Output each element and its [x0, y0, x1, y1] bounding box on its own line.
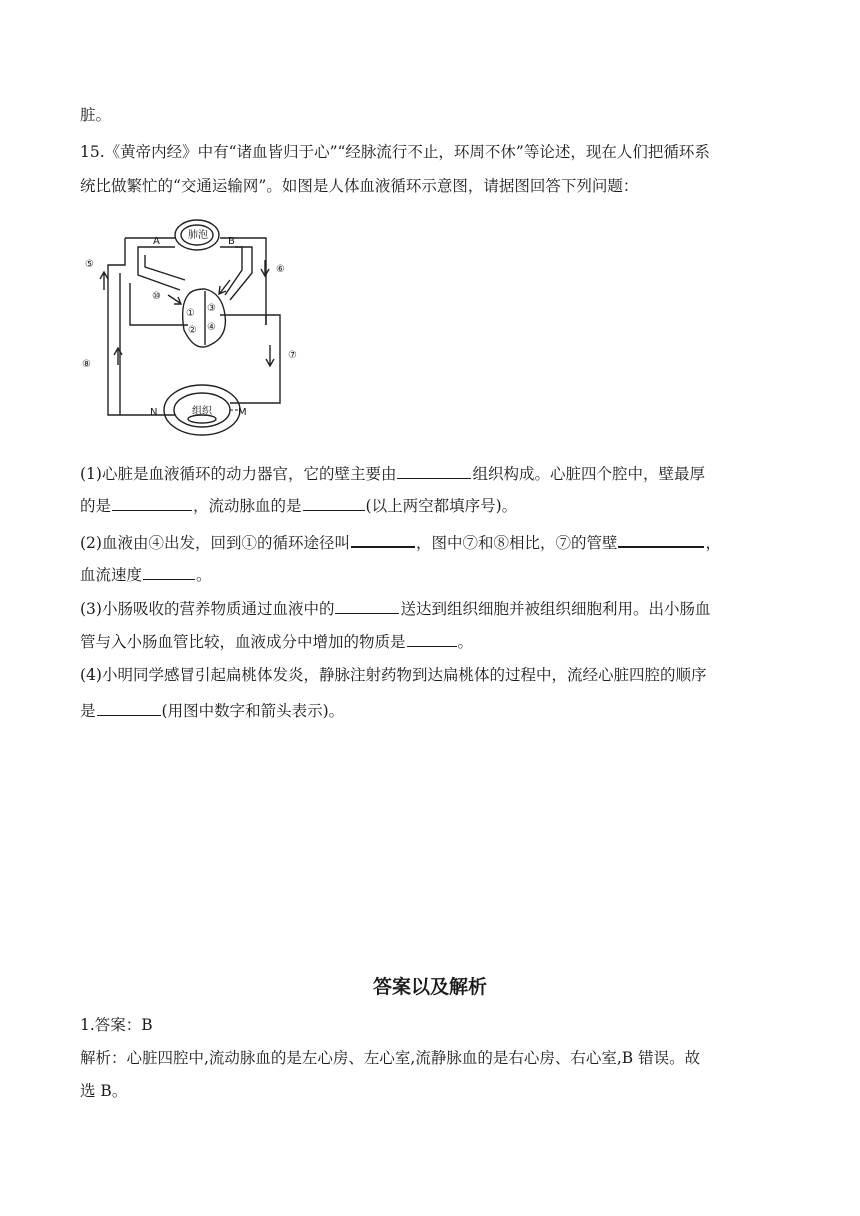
- label-tissue: 组织: [192, 406, 212, 417]
- q4-line2: 是 (用图中数字和箭头表示)。: [80, 702, 345, 720]
- answers-heading: 答案以及解析: [372, 976, 487, 998]
- q4-line1: (4)小明同学感冒引起扁桃体发炎，静脉注射药物到达扁桃体的过程中，流经心脏四腔的顺序: [80, 666, 707, 684]
- q3-line1: (3)小肠吸收的营养物质通过血液中的 送达到组织细胞并被组织细胞利用。出小肠血: [80, 600, 711, 618]
- q1-line1: (1)心脏是血液循环的动力器官，它的壁主要由 组织构成。心脏四个腔中，壁最厚: [80, 465, 705, 483]
- answer-1-explanation-line1: 解析：心脏四腔中,流动脉血的是左心房、左心室,流静脉血的是右心房、右心室,B 错误。故: [80, 1049, 701, 1067]
- answer-1-label: 1.答案：B: [80, 1016, 153, 1034]
- q2-line1: (2)血液由④出发，回到①的循环途径叫 ，图中⑦和⑧相比，⑦的管壁 ，: [80, 531, 721, 554]
- blood-circulation-diagram: [80, 205, 310, 437]
- num-6: ⑥: [276, 264, 285, 275]
- num-5: ⑤: [85, 259, 94, 270]
- label-M: M: [238, 407, 247, 418]
- num-10: ⑩: [152, 291, 161, 302]
- question-15-stem-line2: 统比做繁忙的“交通运输网”。如图是人体血液循环示意图，请据图回答下列问题：: [80, 177, 639, 195]
- num-7: ⑦: [288, 350, 297, 361]
- q4-blank-order[interactable]: [97, 700, 161, 716]
- q2-line2: 血流速度 。: [80, 566, 212, 584]
- label-A: A: [153, 236, 160, 247]
- q2-blank-circulation[interactable]: [351, 531, 415, 548]
- q3-blank-carrier[interactable]: [335, 598, 399, 614]
- q1-blank-tissue[interactable]: [397, 463, 471, 479]
- num-1: ①: [186, 308, 195, 319]
- previous-text-tail: 脏。: [80, 106, 112, 124]
- num-8: ⑧: [82, 359, 91, 370]
- answer-1-explanation-line2: 选 B。: [80, 1082, 128, 1100]
- q3-line2: 管与入小肠血管比较，血液成分中增加的物质是 。: [80, 633, 474, 651]
- num-4: ④: [207, 322, 216, 333]
- num-3: ③: [207, 303, 216, 314]
- num-2: ②: [188, 325, 197, 336]
- q2-blank-speed[interactable]: [143, 564, 195, 580]
- label-N: N: [150, 407, 158, 418]
- q1-blank-arterial[interactable]: [303, 495, 365, 511]
- q1-blank-thickest[interactable]: [112, 495, 192, 511]
- q1-line2: 的是 ，流动脉血的是 (以上两空都填序号)。: [80, 497, 518, 515]
- question-15-stem-line1: 15.《黄帝内经》中有“诸血皆归于心”“经脉流行不止，环周不休”等论述，现在人们把循环系: [80, 143, 710, 161]
- q2-blank-wall[interactable]: [618, 531, 704, 548]
- label-lung: 肺泡: [188, 230, 208, 241]
- label-B: B: [228, 236, 235, 247]
- q3-blank-increase[interactable]: [407, 631, 457, 647]
